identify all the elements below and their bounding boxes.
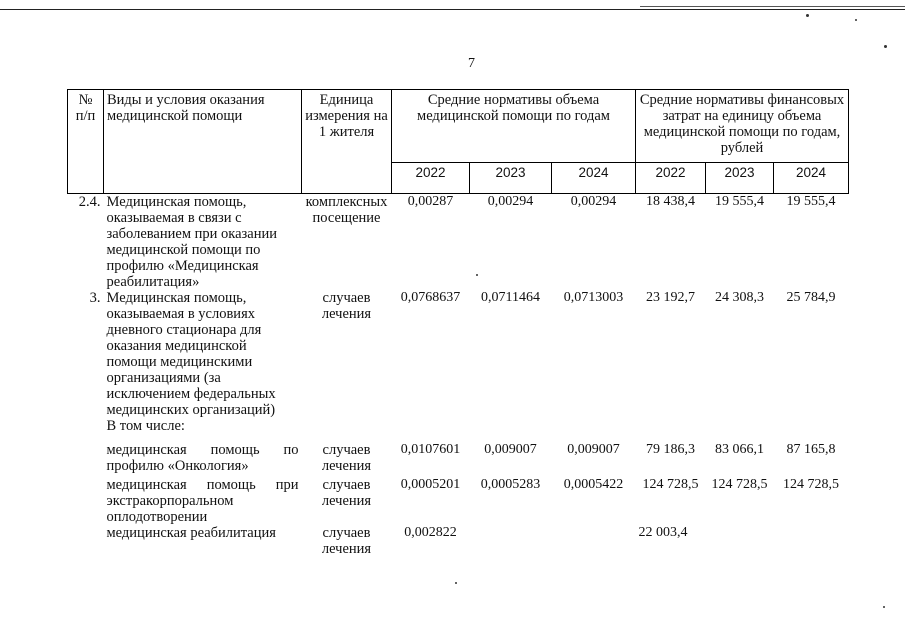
volume-2023: 0,009007	[484, 442, 537, 457]
row-num: 2.4.	[78, 194, 101, 210]
page-number: 7	[468, 56, 475, 71]
volume-2022: 0,00287	[407, 194, 454, 209]
top-border-line-secondary	[640, 6, 905, 7]
row-unit: случаев лечения	[321, 290, 372, 322]
row-num	[68, 525, 104, 563]
volume-2023: 0,00294	[487, 194, 534, 209]
row-unit: комплексных посещение	[305, 194, 388, 226]
cost-2023: 83 066,1	[715, 442, 765, 457]
table-row	[68, 525, 849, 563]
row-num: 3.	[89, 290, 101, 306]
volume-2023	[470, 525, 552, 563]
volume-2024	[552, 525, 636, 563]
cost-2024: 19 555,4	[786, 194, 836, 209]
scan-speck	[883, 606, 885, 608]
volume-2022: 0,002822	[404, 525, 457, 540]
header-year-cost-2023: 2023	[706, 163, 774, 194]
header-year-volume-2022: 2022	[392, 163, 470, 194]
row-kind: Медицинская помощь, оказываемая в условиях дневного стационара для оказания медицинской помощи медицинскими организациями (за исключением федеральных медицинских организаций)	[106, 290, 276, 418]
cost-2023: 24 308,3	[715, 290, 765, 305]
volume-2022: 0,0768637	[400, 290, 461, 305]
row-num	[68, 477, 104, 525]
header-cost-group: Средние нормативы финансовых затрат на единицу объема медицинской помощи по годам, рублей	[636, 90, 849, 163]
volume-2023: 0,0005283	[480, 477, 541, 492]
header-volume-group: Средние нормативы объема медицинской помощи по годам	[392, 90, 636, 163]
header-year-cost-2024: 2024	[774, 163, 849, 194]
header-year-volume-2024: 2024	[552, 163, 636, 194]
cost-2024	[774, 525, 849, 563]
cost-2023	[706, 525, 774, 563]
row-kind: медицинская реабилитация	[106, 525, 276, 541]
header-year-cost-2022: 2022	[636, 163, 706, 194]
table-row	[68, 442, 849, 477]
row-unit: случаев лечения	[321, 477, 372, 509]
header-num: № п/п	[68, 90, 104, 194]
cost-2024: 25 784,9	[786, 290, 836, 305]
scan-speck	[455, 582, 457, 584]
volume-2022: 0,0107601	[400, 442, 461, 457]
scan-speck	[884, 45, 887, 48]
volume-2024: 0,0005422	[563, 477, 624, 492]
volume-2023: 0,0711464	[481, 290, 540, 305]
row-num	[68, 418, 104, 442]
row-unit: случаев лечения	[321, 442, 372, 474]
cost-2024: 124 728,5	[783, 477, 840, 492]
volume-2024: 0,009007	[567, 442, 620, 457]
scan-speck	[806, 14, 809, 17]
cost-2022: 79 186,3	[646, 442, 696, 457]
table-row	[68, 290, 849, 418]
cost-2023: 19 555,4	[715, 194, 765, 209]
cost-2024: 87 165,8	[786, 442, 836, 457]
volume-2024: 0,00294	[570, 194, 617, 209]
row-kind: медицинская помощь по профилю «Онкология»	[106, 442, 299, 474]
top-border-line	[0, 9, 905, 10]
table-row	[68, 477, 849, 525]
table-body	[68, 194, 849, 564]
row-num	[68, 442, 104, 477]
row-kind: Медицинская помощь, оказываемая в связи с заболеванием при оказании медицинской помощи по профилю «Медицинская реабилитация»	[106, 194, 277, 290]
header-kind: Виды и условия оказания медицинской помощи	[104, 90, 302, 194]
row-unit: случаев лечения	[321, 525, 372, 557]
cost-2023: 124 728,5	[711, 477, 768, 492]
scan-speck	[855, 19, 857, 21]
volume-2024: 0,0713003	[563, 290, 624, 305]
header-year-volume-2023: 2023	[470, 163, 552, 194]
table-row	[68, 194, 849, 291]
header-unit: Единица измерения на 1 жителя	[302, 90, 392, 194]
volume-2022: 0,0005201	[400, 477, 461, 492]
medical-norms-table	[67, 89, 849, 563]
row-kind: медицинская помощь при экстракорпоральном оплодотворении	[106, 477, 299, 525]
cost-2022: 22 003,4	[638, 525, 688, 540]
table-header	[68, 90, 849, 194]
cost-2022: 124 728,5	[642, 477, 699, 492]
subsection-label: В том числе:	[106, 418, 185, 434]
cost-2022: 23 192,7	[646, 290, 696, 305]
cost-2022: 18 438,4	[646, 194, 696, 209]
table-row	[68, 418, 849, 442]
